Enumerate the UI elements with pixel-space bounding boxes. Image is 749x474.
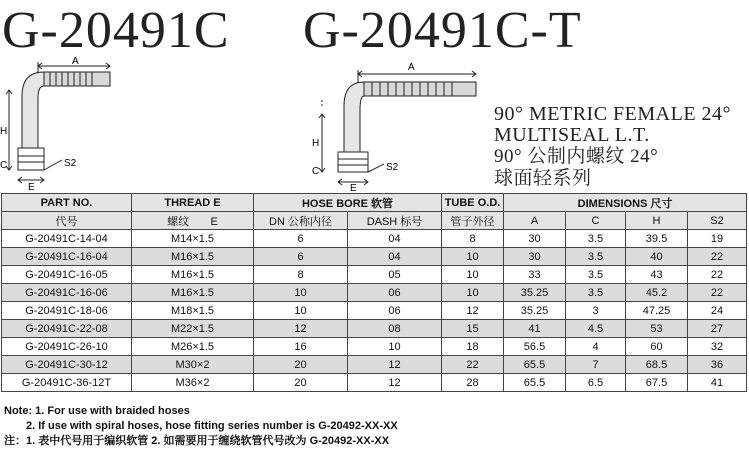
cell-part-no: G-20491C-16-04 — [2, 248, 132, 266]
cell-c: 7 — [566, 356, 626, 374]
description-line-3: 90° 公制内螺纹 24° — [494, 146, 659, 167]
cell-h: 43 — [626, 266, 688, 284]
cell-part-no: G-20491C-18-06 — [2, 302, 132, 320]
header-part-no: PART NO. — [2, 194, 132, 212]
cell-dn: 6 — [254, 230, 348, 248]
cell-thread: M16×1.5 — [132, 266, 254, 284]
table-row — [2, 302, 747, 320]
cell-h: 47.25 — [626, 302, 688, 320]
cell-thread: M16×1.5 — [132, 248, 254, 266]
header-tube-od-cn: 管子外径 — [442, 212, 504, 230]
cell-dash: 10 — [348, 338, 442, 356]
cell-a: 33 — [504, 266, 566, 284]
cell-a: 30 — [504, 230, 566, 248]
dimension-h-label: H — [312, 138, 320, 149]
fitting-drawing-g20491c-t — [300, 60, 500, 192]
cell-part-no: G-20491C-26-10 — [2, 338, 132, 356]
header-part-no-cn: 代号 — [2, 212, 132, 230]
cell-tube-od: 15 — [442, 320, 504, 338]
header-tube-od: TUBE O.D. — [442, 194, 504, 212]
cell-dash: 04 — [348, 230, 442, 248]
dimension-a-label: A — [72, 56, 79, 67]
cell-dn: 8 — [254, 266, 348, 284]
cell-h: 39.5 — [626, 230, 688, 248]
product-title-g20491c-t: G-20491C-T — [303, 2, 582, 59]
cell-s2: 32 — [688, 338, 747, 356]
table-row — [2, 284, 747, 302]
cell-tube-od: 28 — [442, 374, 504, 392]
cell-dash: 12 — [348, 374, 442, 392]
table-row — [2, 374, 747, 392]
cell-a: 41 — [504, 320, 566, 338]
description-line-2: MULTISEAL L.T. — [494, 124, 650, 146]
cell-a: 30 — [504, 248, 566, 266]
cell-s2: 22 — [688, 248, 747, 266]
cell-tube-od: 10 — [442, 248, 504, 266]
cell-a: 35.25 — [504, 302, 566, 320]
cell-thread: M22×1.5 — [132, 320, 254, 338]
cell-h: 67.5 — [626, 374, 688, 392]
cell-tube-od: 12 — [442, 302, 504, 320]
cell-thread: M16×1.5 — [132, 284, 254, 302]
cell-dn: 16 — [254, 338, 348, 356]
cell-dn: 6 — [254, 248, 348, 266]
header-dash: DASH 标号 — [348, 212, 442, 230]
dimension-s2-label: S2 — [386, 162, 399, 173]
cell-tube-od: 22 — [442, 356, 504, 374]
header-a: A — [504, 212, 566, 230]
cell-a: 65.5 — [504, 374, 566, 392]
cell-s2: 19 — [688, 230, 747, 248]
cell-s2: 24 — [688, 302, 747, 320]
note-line-1: Note: 1. For use with braided hoses — [4, 405, 190, 417]
cell-thread: M30×2 — [132, 356, 254, 374]
cell-c: 4 — [566, 338, 626, 356]
cell-tube-od: 18 — [442, 338, 504, 356]
dimension-c-label: C — [0, 160, 8, 171]
cell-thread: M14×1.5 — [132, 230, 254, 248]
cell-h: 45.2 — [626, 284, 688, 302]
cell-c: 3 — [566, 302, 626, 320]
header-dimensions: DIMENSIONS 尺寸 — [504, 194, 747, 212]
cell-dn: 20 — [254, 356, 348, 374]
cell-thread: M26×1.5 — [132, 338, 254, 356]
cell-s2: 22 — [688, 284, 747, 302]
cell-dash: 08 — [348, 320, 442, 338]
cell-part-no: G-20491C-16-05 — [2, 266, 132, 284]
header-dn: DN 公称内径 — [254, 212, 348, 230]
dimension-e-label: E — [350, 183, 357, 192]
header-thread-cn — [132, 212, 254, 230]
header-thread-e-label: E — [210, 215, 218, 228]
cell-thread: M36×2 — [132, 374, 254, 392]
cell-s2: 22 — [688, 266, 747, 284]
cell-c: 3.5 — [566, 284, 626, 302]
cell-part-no: G-20491C-22-08 — [2, 320, 132, 338]
description-line-1: 90° METRIC FEMALE 24° — [494, 103, 732, 125]
dimension-e-label: E — [28, 182, 35, 192]
cell-a: 56.5 — [504, 338, 566, 356]
dimension-h-label: H — [0, 126, 8, 137]
cell-h: 68.5 — [626, 356, 688, 374]
description-line-4: 球面轻系列 — [494, 168, 592, 189]
cell-h: 53 — [626, 320, 688, 338]
table-row — [2, 356, 747, 374]
note-line-3: 注：1. 表中代号用于编织软管 2. 如需要用于缠绕软管代号改为 G-20492-XX-XX — [4, 435, 390, 447]
product-title-g20491c: G-20491C — [2, 2, 230, 59]
cell-dash: 06 — [348, 284, 442, 302]
cell-h: 60 — [626, 338, 688, 356]
cell-s2: 27 — [688, 320, 747, 338]
cell-c: 4.5 — [566, 320, 626, 338]
cell-c: 6.5 — [566, 374, 626, 392]
header-h: H — [626, 212, 688, 230]
cell-dash: 05 — [348, 266, 442, 284]
cell-c: 3.5 — [566, 266, 626, 284]
header-hose-bore: HOSE BORE 软管 — [254, 194, 442, 212]
cell-a: 65.5 — [504, 356, 566, 374]
header-thread: THREAD E — [132, 194, 254, 212]
fitting-drawing-g20491c — [0, 56, 112, 192]
cell-thread: M18×1.5 — [132, 302, 254, 320]
dimension-c-label: C — [312, 166, 320, 177]
spec-table — [1, 193, 747, 392]
cell-c: 3.5 — [566, 230, 626, 248]
cell-part-no: G-20491C-16-06 — [2, 284, 132, 302]
cell-h: 40 — [626, 248, 688, 266]
cell-s2: 36 — [688, 356, 747, 374]
header-c: C — [566, 212, 626, 230]
cell-dash: 04 — [348, 248, 442, 266]
cell-a: 35.25 — [504, 284, 566, 302]
cell-dash: 12 — [348, 356, 442, 374]
dimension-a-label: A — [408, 62, 415, 73]
header-thread-cn-label: 螺纹 — [167, 215, 190, 228]
cell-part-no: G-20491C-36-12T — [2, 374, 132, 392]
cell-dash: 06 — [348, 302, 442, 320]
table-row — [2, 338, 747, 356]
cell-part-no: G-20491C-30-12 — [2, 356, 132, 374]
note-line-2: 2. If use with spiral hoses, hose fitting series number is G-20492-XX-XX — [26, 420, 398, 432]
table-row — [2, 266, 747, 284]
cell-c: 3.5 — [566, 248, 626, 266]
cell-part-no: G-20491C-14-04 — [2, 230, 132, 248]
table-row — [2, 230, 747, 248]
cell-s2: 41 — [688, 374, 747, 392]
table-row — [2, 248, 747, 266]
cell-tube-od: 8 — [442, 230, 504, 248]
header-s2: S2 — [688, 212, 747, 230]
cell-dn: 12 — [254, 320, 348, 338]
cell-dn: 10 — [254, 302, 348, 320]
notes — [4, 404, 398, 449]
table-row — [2, 320, 747, 338]
cell-dn: 20 — [254, 374, 348, 392]
cell-dn: 10 — [254, 284, 348, 302]
dimension-s2-label: S2 — [64, 158, 77, 169]
cell-tube-od: 10 — [442, 284, 504, 302]
cell-tube-od: 10 — [442, 266, 504, 284]
